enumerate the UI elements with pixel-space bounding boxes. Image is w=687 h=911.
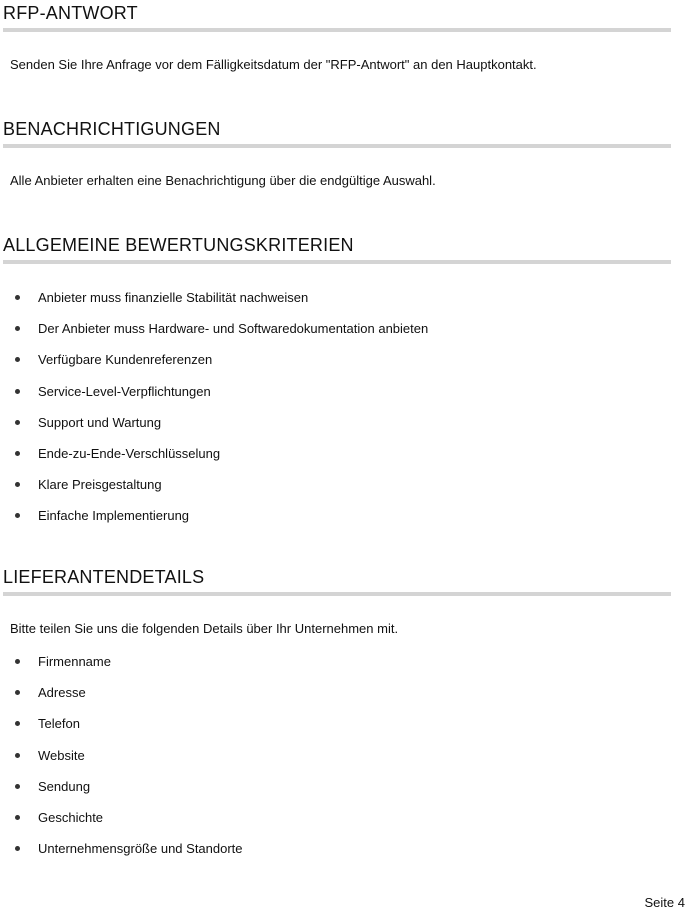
bullet-icon <box>15 690 20 695</box>
criteria-list <box>0 290 671 540</box>
bullet-icon <box>15 784 20 789</box>
section-divider <box>3 260 671 264</box>
list-item: Ende-zu-Ende-Verschlüsselung <box>0 446 671 477</box>
bullet-icon <box>15 451 20 456</box>
bullet-icon <box>15 482 20 487</box>
bullet-icon <box>15 420 20 425</box>
list-item: Klare Preisgestaltung <box>0 477 671 508</box>
list-item: Adresse <box>0 685 671 716</box>
bullet-icon <box>15 815 20 820</box>
list-item: Einfache Implementierung <box>0 508 671 539</box>
list-item: Support und Wartung <box>0 415 671 446</box>
section-title: LIEFERANTENDETAILS <box>3 567 205 587</box>
section-divider <box>3 144 671 148</box>
section-paragraph: Bitte teilen Sie uns die folgenden Details über Ihr Unternehmen mit. <box>10 621 399 636</box>
details-list <box>0 654 671 872</box>
section-divider <box>3 28 671 32</box>
bullet-icon <box>15 295 20 300</box>
section-bewertungskriterien <box>0 234 671 540</box>
bullet-icon <box>15 513 20 518</box>
list-item: Geschichte <box>0 810 671 841</box>
list-item: Service-Level-Verpflichtungen <box>0 384 671 415</box>
bullet-icon <box>15 389 20 394</box>
bullet-icon <box>15 846 20 851</box>
section-title: RFP-ANTWORT <box>3 3 138 23</box>
bullet-icon <box>15 659 20 664</box>
section-paragraph: Senden Sie Ihre Anfrage vor dem Fälligkeitsdatum der "RFP-Antwort" an den Hauptkontakt. <box>10 57 537 72</box>
bullet-icon <box>15 753 20 758</box>
bullet-icon <box>15 721 20 726</box>
list-item: Unternehmensgröße und Standorte <box>0 841 671 872</box>
list-item: Website <box>0 748 671 779</box>
list-item: Sendung <box>0 779 671 810</box>
section-paragraph: Alle Anbieter erhalten eine Benachrichtigung über die endgültige Auswahl. <box>10 173 436 188</box>
bullet-icon <box>15 326 20 331</box>
list-item: Anbieter muss finanzielle Stabilität nachweisen <box>0 290 671 321</box>
section-title: ALLGEMEINE BEWERTUNGSKRITERIEN <box>3 235 354 255</box>
section-title: BENACHRICHTIGUNGEN <box>3 119 221 139</box>
list-item: Telefon <box>0 716 671 747</box>
section-rfp-antwort <box>0 2 671 73</box>
bullet-icon <box>15 357 20 362</box>
list-item: Verfügbare Kundenreferenzen <box>0 352 671 383</box>
list-item: Der Anbieter muss Hardware- und Softwaredokumentation anbieten <box>0 321 671 352</box>
section-benachrichtigungen <box>0 118 671 189</box>
section-lieferantendetails <box>0 566 671 872</box>
page-number: Seite 4 <box>644 895 685 910</box>
list-item: Firmenname <box>0 654 671 685</box>
section-divider <box>3 592 671 596</box>
